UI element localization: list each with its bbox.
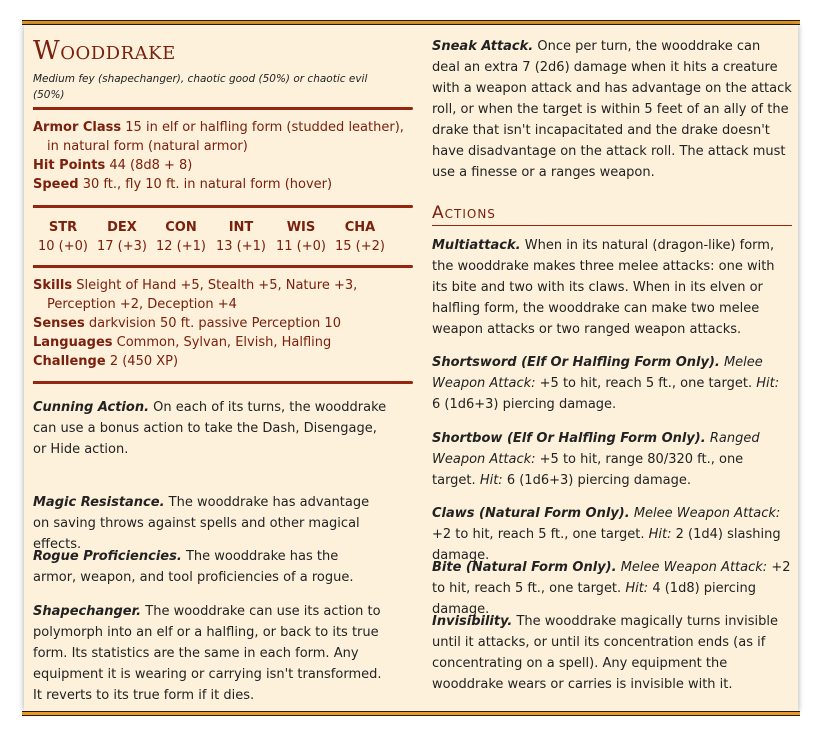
ability-score: 10 (+0) [38, 239, 88, 254]
ability-int [211, 218, 271, 256]
speed-label: Speed [33, 177, 79, 192]
trait-name: Rogue Proficiencies. [33, 549, 182, 564]
hit-label: Hit: [479, 473, 503, 488]
tapered-rule [33, 205, 413, 208]
action-text: When in its natural (dragon-like) form, the wooddrake makes three melee attacks: one with its bite and two with its claws. When in its elven or halfling form, the wooddrake can make two melee weapon attacks or two ranged weapon attacks. [432, 238, 775, 337]
languages-line [33, 333, 331, 352]
skills-line [33, 276, 357, 295]
skills-value-2: Perception +2, Deception +4 [47, 297, 237, 312]
attack-text: +2 to hit, reach 5 ft., one target. [432, 560, 791, 596]
attack-type: Melee Weapon Attack: [633, 506, 781, 521]
action-name: Shortbow (Elf Or Halfling Form Only). [432, 431, 706, 446]
skills-label: Skills [33, 278, 73, 293]
trait-text: The wooddrake can use its action to polymorph into an elf or a halfling, or back to its true form. Its statistics are the same in each form. Any equipment it is wearing or carrying isn't transformed. It reverts to its true form if it dies. [33, 604, 382, 703]
hit-label: Hit: [648, 527, 672, 542]
armor-class-line [33, 118, 404, 137]
ability-score: 12 (+1) [156, 239, 206, 254]
trait-name: Shapechanger. [33, 604, 142, 619]
armor-class-line-2 [47, 137, 248, 156]
attack-type: Melee Weapon Attack: [432, 355, 763, 391]
hit-points-label: Hit Points [33, 158, 106, 173]
trait-name: Sneak Attack. [432, 39, 534, 54]
action-name: Claws (Natural Form Only). [432, 506, 630, 521]
action-text: The wooddrake magically turns invisible until it attacks, or until its concentration ends (as if concentrating on a spell). Any equipment the wooddrake wears or carries is invisible with it. [432, 614, 778, 692]
action-invisibility [432, 611, 780, 695]
challenge-label: Challenge [33, 354, 106, 369]
ability-score: 17 (+3) [97, 239, 147, 254]
trait-text: On each of its turns, the wooddrake can use a bonus action to take the Dash, Disengage, or Hide action. [33, 400, 387, 457]
senses-label: Senses [33, 316, 85, 331]
ability-score: 15 (+2) [335, 239, 385, 254]
ability-name: CHA [344, 220, 376, 235]
hit-text: 2 (1d4) slashing damage. [432, 527, 781, 563]
actions-heading: Actions [432, 203, 496, 223]
trait-text: The wooddrake has the armor, weapon, and tool proficiencies of a rogue. [33, 549, 354, 585]
attack-text: +5 to hit, range 80/320 ft., one target. [432, 452, 744, 488]
trait-shapechanger [33, 601, 389, 706]
armor-class-value-2: in natural form (natural armor) [47, 139, 248, 154]
skills-value: Sleight of Hand +5, Stealth +5, Nature +3, [76, 278, 358, 293]
armor-class-label: Armor Class [33, 120, 122, 135]
stat-block [22, 20, 800, 716]
action-name: Bite (Natural Form Only). [432, 560, 617, 575]
hit-points-value: 44 (8d8 + 8) [109, 158, 193, 173]
challenge-line [33, 352, 178, 371]
parchment-panel [24, 25, 798, 711]
ability-dex [92, 218, 152, 256]
ability-name: INT [228, 220, 254, 235]
senses-line [33, 314, 341, 333]
trait-sneak-attack [432, 36, 792, 183]
ability-score: 11 (+0) [276, 239, 326, 254]
bottom-border-bar [22, 711, 800, 716]
ability-score: 13 (+1) [216, 239, 266, 254]
trait-name: Magic Resistance. [33, 495, 165, 510]
ability-str [33, 218, 93, 256]
hit-label: Hit: [756, 376, 780, 391]
actions-heading-rule [432, 225, 792, 226]
trait-name: Cunning Action. [33, 400, 150, 415]
ability-name: WIS [286, 220, 316, 235]
trait-rogue-proficiencies [33, 546, 369, 588]
action-shortsword [432, 352, 782, 415]
tapered-rule [33, 381, 413, 384]
ability-con [151, 218, 211, 256]
armor-class-value: 15 in elf or halfling form (studded leather), [125, 120, 404, 135]
action-multiattack [432, 235, 788, 340]
action-shortbow [432, 428, 782, 491]
languages-value: Common, Sylvan, Elvish, Halfling [116, 335, 332, 350]
hit-label: Hit: [625, 581, 649, 596]
action-name: Invisibility. [432, 614, 513, 629]
trait-text: The wooddrake has advantage on saving throws against spells and other magical effects. [33, 495, 370, 552]
ability-wis [271, 218, 331, 256]
attack-type: Ranged Weapon Attack: [432, 431, 760, 467]
action-name: Shortsword (Elf Or Halfling Form Only). [432, 355, 720, 370]
challenge-value: 2 (450 XP) [109, 354, 179, 369]
ability-name: STR [48, 220, 78, 235]
hit-points-line [33, 156, 192, 175]
ability-name: DEX [107, 220, 137, 235]
trait-text: Once per turn, the wooddrake can deal an extra 7 (2d6) damage when it hits a creature with a weapon attack and has advantage on the attack roll, or when the target is within 5 feet of an ally of the drake that isn't incapacitated and the drake doesn't have disadvantage on the attack roll. The attack must use a finesse or a ranges weapon. [432, 39, 792, 180]
ability-cha [330, 218, 390, 256]
trait-cunning-action [33, 397, 391, 460]
attack-text: +5 to hit, reach 5 ft., one target. [539, 376, 753, 391]
hit-text: 6 (1d6+3) piercing damage. [432, 397, 617, 412]
tapered-rule [33, 107, 413, 110]
senses-value: darkvision 50 ft. passive Perception 10 [88, 316, 341, 331]
monster-name: Wooddrake [33, 36, 176, 66]
monster-type-alignment: Medium fey (shapechanger), chaotic good (50%) or chaotic evil (50%) [33, 73, 368, 101]
attack-text: +2 to hit, reach 5 ft., one target. [432, 527, 645, 542]
hit-text: 6 (1d6+3) piercing damage. [506, 473, 691, 488]
languages-label: Languages [33, 335, 113, 350]
tapered-rule [33, 265, 413, 268]
hit-text: 4 (1d8) piercing damage. [432, 581, 756, 617]
action-name: Multiattack. [432, 238, 521, 253]
speed-value: 30 ft., fly 10 ft. in natural form (hover) [82, 177, 333, 192]
ability-name: CON [165, 220, 197, 235]
speed-line [33, 175, 332, 194]
attack-type: Melee Weapon Attack: [620, 560, 768, 575]
skills-line-2 [47, 295, 237, 314]
